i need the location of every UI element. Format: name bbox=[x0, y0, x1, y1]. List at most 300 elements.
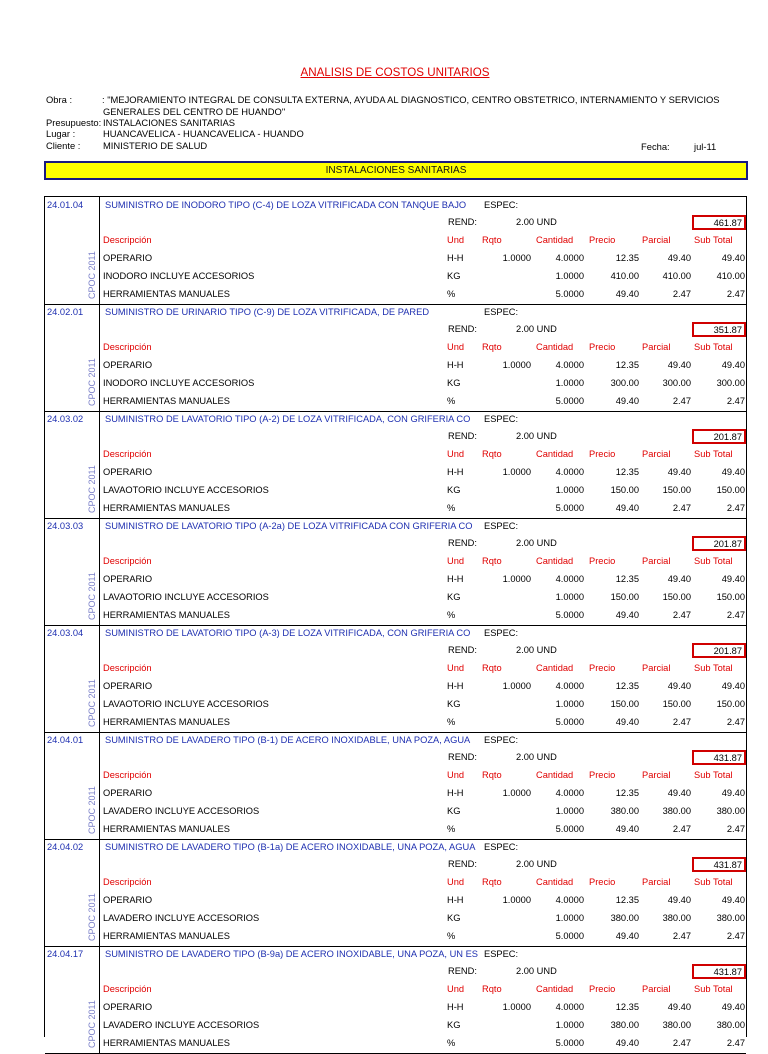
col-descripcion: Descripción bbox=[103, 235, 152, 245]
row-cantidad: 5.0000 bbox=[555, 289, 584, 299]
item-title-row bbox=[45, 518, 746, 536]
row-parcial: 2.47 bbox=[672, 503, 691, 513]
row-precio: 150.00 bbox=[610, 485, 639, 495]
item-title: SUMINISTRO DE LAVATORIO TIPO (A-2) DE LOZA VITRIFICADA, CON GRIFERIA CO bbox=[105, 414, 471, 424]
detail-row bbox=[45, 571, 746, 589]
item-title-row bbox=[45, 411, 746, 429]
cpoc-vertical-label: CPOC 2011 bbox=[87, 1000, 97, 1048]
rend-value: 2.00 UND bbox=[516, 966, 557, 976]
row-cantidad: 5.0000 bbox=[555, 824, 584, 834]
row-precio: 12.35 bbox=[615, 253, 639, 263]
col-parcial: Parcial bbox=[642, 342, 671, 352]
row-parcial: 150.00 bbox=[662, 485, 691, 495]
col-descripcion: Descripción bbox=[103, 449, 152, 459]
item-code: 24.04.17 bbox=[47, 949, 84, 959]
detail-row bbox=[45, 589, 746, 607]
row-precio: 12.35 bbox=[615, 681, 639, 691]
item-title: SUMINISTRO DE LAVATORIO TIPO (A-3) DE LOZA VITRIFICADA, CON GRIFERIA CO bbox=[105, 628, 471, 638]
col-subtotal: Sub Total bbox=[694, 556, 733, 566]
row-precio: 49.40 bbox=[615, 610, 639, 620]
row-parcial: 49.40 bbox=[667, 681, 691, 691]
detail-row bbox=[45, 250, 746, 268]
row-und: KG bbox=[447, 378, 461, 388]
row-precio: 410.00 bbox=[610, 271, 639, 281]
row-subtotal: 150.00 bbox=[716, 699, 745, 709]
row-parcial: 49.40 bbox=[667, 895, 691, 905]
row-subtotal: 380.00 bbox=[716, 806, 745, 816]
row-rqto: 1.0000 bbox=[502, 895, 531, 905]
row-parcial: 380.00 bbox=[662, 806, 691, 816]
col-cantidad: Cantidad bbox=[536, 235, 574, 245]
column-header-row bbox=[45, 874, 746, 892]
column-header-row bbox=[45, 339, 746, 357]
row-und: KG bbox=[447, 271, 461, 281]
detail-row bbox=[45, 286, 746, 304]
row-precio: 49.40 bbox=[615, 503, 639, 513]
row-parcial: 150.00 bbox=[662, 592, 691, 602]
row-subtotal: 2.47 bbox=[726, 289, 745, 299]
col-und: Und bbox=[447, 984, 465, 994]
row-parcial: 49.40 bbox=[667, 467, 691, 477]
cpoc-vertical-label: CPOC 2011 bbox=[87, 786, 97, 834]
row-precio: 49.40 bbox=[615, 1038, 639, 1048]
detail-row bbox=[45, 714, 746, 732]
item-title: SUMINISTRO DE URINARIO TIPO (C-9) DE LOZA VITRIFICADA, DE PARED bbox=[105, 307, 430, 317]
row-rqto: 1.0000 bbox=[502, 467, 531, 477]
row-precio: 12.35 bbox=[615, 788, 639, 798]
col-und: Und bbox=[447, 877, 465, 887]
item-code: 24.04.02 bbox=[47, 842, 84, 852]
row-cantidad: 4.0000 bbox=[555, 574, 584, 584]
row-und: H-H bbox=[447, 253, 464, 263]
detail-row bbox=[45, 928, 746, 946]
item-total: 431.87 bbox=[692, 750, 746, 765]
col-precio: Precio bbox=[589, 556, 616, 566]
rend-row bbox=[45, 642, 746, 660]
col-cantidad: Cantidad bbox=[536, 556, 574, 566]
row-precio: 12.35 bbox=[615, 360, 639, 370]
row-precio: 49.40 bbox=[615, 931, 639, 941]
row-cantidad: 5.0000 bbox=[555, 503, 584, 513]
analysis-item bbox=[45, 197, 746, 305]
detail-row bbox=[45, 357, 746, 375]
item-total: 201.87 bbox=[692, 536, 746, 551]
row-cantidad: 1.0000 bbox=[555, 913, 584, 923]
col-precio: Precio bbox=[589, 984, 616, 994]
analysis-item bbox=[45, 732, 746, 840]
item-code: 24.01.04 bbox=[47, 200, 84, 210]
row-parcial: 49.40 bbox=[667, 360, 691, 370]
rend-row bbox=[45, 535, 746, 553]
row-cantidad: 5.0000 bbox=[555, 717, 584, 727]
col-rqto: Rqto bbox=[482, 342, 502, 352]
fecha-value: jul-11 bbox=[694, 141, 717, 152]
row-subtotal: 380.00 bbox=[716, 913, 745, 923]
row-subtotal: 49.40 bbox=[721, 467, 745, 477]
rend-value: 2.00 UND bbox=[516, 217, 557, 227]
row-parcial: 2.47 bbox=[672, 610, 691, 620]
row-und: % bbox=[447, 717, 456, 727]
row-parcial: 49.40 bbox=[667, 1002, 691, 1012]
row-subtotal: 380.00 bbox=[716, 1020, 745, 1030]
row-descripcion: HERRAMIENTAS MANUALES bbox=[103, 396, 230, 406]
detail-row bbox=[45, 268, 746, 286]
row-descripcion: OPERARIO bbox=[103, 1002, 153, 1012]
item-title-row bbox=[45, 625, 746, 643]
rend-row bbox=[45, 428, 746, 446]
rend-value: 2.00 UND bbox=[516, 538, 557, 548]
rend-label: REND: bbox=[448, 431, 477, 441]
row-subtotal: 49.40 bbox=[721, 895, 745, 905]
row-descripcion: INODORO INCLUYE ACCESORIOS bbox=[103, 378, 255, 388]
section-banner: INSTALACIONES SANITARIAS bbox=[44, 161, 748, 180]
row-subtotal: 49.40 bbox=[721, 360, 745, 370]
row-precio: 380.00 bbox=[610, 1020, 639, 1030]
detail-row bbox=[45, 393, 746, 411]
analysis-item bbox=[45, 625, 746, 733]
col-parcial: Parcial bbox=[642, 235, 671, 245]
col-parcial: Parcial bbox=[642, 556, 671, 566]
detail-row bbox=[45, 607, 746, 625]
row-cantidad: 4.0000 bbox=[555, 467, 584, 477]
rend-row bbox=[45, 856, 746, 874]
row-parcial: 2.47 bbox=[672, 931, 691, 941]
row-subtotal: 2.47 bbox=[726, 717, 745, 727]
rend-row bbox=[45, 749, 746, 767]
row-parcial: 2.47 bbox=[672, 289, 691, 299]
col-descripcion: Descripción bbox=[103, 663, 152, 673]
row-parcial: 2.47 bbox=[672, 717, 691, 727]
col-parcial: Parcial bbox=[642, 984, 671, 994]
row-cantidad: 4.0000 bbox=[555, 681, 584, 691]
rend-value: 2.00 UND bbox=[516, 752, 557, 762]
col-subtotal: Sub Total bbox=[694, 342, 733, 352]
row-rqto: 1.0000 bbox=[502, 574, 531, 584]
col-rqto: Rqto bbox=[482, 877, 502, 887]
row-subtotal: 300.00 bbox=[716, 378, 745, 388]
col-und: Und bbox=[447, 235, 465, 245]
col-precio: Precio bbox=[589, 877, 616, 887]
row-cantidad: 1.0000 bbox=[555, 378, 584, 388]
item-total: 201.87 bbox=[692, 429, 746, 444]
detail-row bbox=[45, 821, 746, 839]
row-descripcion: OPERARIO bbox=[103, 360, 153, 370]
row-descripcion: OPERARIO bbox=[103, 681, 153, 691]
row-rqto: 1.0000 bbox=[502, 1002, 531, 1012]
row-descripcion: LAVAOTORIO INCLUYE ACCESORIOS bbox=[103, 699, 269, 709]
detail-row bbox=[45, 375, 746, 393]
row-subtotal: 2.47 bbox=[726, 824, 745, 834]
analysis-item bbox=[45, 518, 746, 626]
cost-analysis-table bbox=[44, 196, 747, 1048]
item-title-row bbox=[45, 839, 746, 857]
item-code: 24.04.01 bbox=[47, 735, 84, 745]
row-parcial: 380.00 bbox=[662, 913, 691, 923]
row-parcial: 2.47 bbox=[672, 396, 691, 406]
analysis-item bbox=[45, 411, 746, 519]
row-descripcion: LAVAOTORIO INCLUYE ACCESORIOS bbox=[103, 592, 269, 602]
analysis-item bbox=[45, 304, 746, 412]
row-precio: 49.40 bbox=[615, 717, 639, 727]
item-title-row bbox=[45, 732, 746, 750]
lugar-label: Lugar : bbox=[46, 128, 76, 139]
row-parcial: 49.40 bbox=[667, 253, 691, 263]
row-precio: 150.00 bbox=[610, 592, 639, 602]
row-und: % bbox=[447, 503, 456, 513]
row-parcial: 49.40 bbox=[667, 788, 691, 798]
row-cantidad: 4.0000 bbox=[555, 1002, 584, 1012]
row-cantidad: 4.0000 bbox=[555, 895, 584, 905]
row-und: % bbox=[447, 396, 456, 406]
item-title: SUMINISTRO DE LAVATORIO TIPO (A-2a) DE LOZA VITRIFICADA CON GRIFERIA CO bbox=[105, 521, 473, 531]
espec-label: ESPEC: bbox=[484, 628, 519, 638]
row-cantidad: 4.0000 bbox=[555, 253, 584, 263]
column-header-row bbox=[45, 232, 746, 250]
col-rqto: Rqto bbox=[482, 984, 502, 994]
row-cantidad: 4.0000 bbox=[555, 360, 584, 370]
row-descripcion: INODORO INCLUYE ACCESORIOS bbox=[103, 271, 255, 281]
row-descripcion: HERRAMIENTAS MANUALES bbox=[103, 610, 230, 620]
col-descripcion: Descripción bbox=[103, 342, 152, 352]
rend-label: REND: bbox=[448, 645, 477, 655]
col-parcial: Parcial bbox=[642, 449, 671, 459]
row-rqto: 1.0000 bbox=[502, 681, 531, 691]
row-cantidad: 5.0000 bbox=[555, 931, 584, 941]
rend-value: 2.00 UND bbox=[516, 859, 557, 869]
row-precio: 12.35 bbox=[615, 1002, 639, 1012]
row-descripcion: OPERARIO bbox=[103, 788, 153, 798]
row-und: H-H bbox=[447, 895, 464, 905]
col-cantidad: Cantidad bbox=[536, 770, 574, 780]
espec-label: ESPEC: bbox=[484, 735, 519, 745]
col-parcial: Parcial bbox=[642, 770, 671, 780]
obra-label: Obra : bbox=[46, 94, 73, 105]
row-und: H-H bbox=[447, 574, 464, 584]
col-rqto: Rqto bbox=[482, 556, 502, 566]
row-subtotal: 49.40 bbox=[721, 681, 745, 691]
detail-row bbox=[45, 910, 746, 928]
row-und: % bbox=[447, 824, 456, 834]
rend-row bbox=[45, 214, 746, 232]
espec-label: ESPEC: bbox=[484, 200, 519, 210]
col-subtotal: Sub Total bbox=[694, 877, 733, 887]
analysis-item bbox=[45, 946, 746, 1054]
detail-row bbox=[45, 696, 746, 714]
cpoc-vertical-label: CPOC 2011 bbox=[87, 893, 97, 941]
rend-value: 2.00 UND bbox=[516, 645, 557, 655]
espec-label: ESPEC: bbox=[484, 521, 519, 531]
row-precio: 380.00 bbox=[610, 913, 639, 923]
row-und: KG bbox=[447, 806, 461, 816]
row-und: H-H bbox=[447, 1002, 464, 1012]
presupuesto-value: INSTALACIONES SANITARIAS bbox=[103, 117, 235, 128]
row-und: KG bbox=[447, 699, 461, 709]
row-und: KG bbox=[447, 485, 461, 495]
col-und: Und bbox=[447, 663, 465, 673]
col-precio: Precio bbox=[589, 235, 616, 245]
row-subtotal: 150.00 bbox=[716, 485, 745, 495]
row-precio: 12.35 bbox=[615, 467, 639, 477]
row-und: H-H bbox=[447, 788, 464, 798]
row-precio: 12.35 bbox=[615, 574, 639, 584]
row-parcial: 300.00 bbox=[662, 378, 691, 388]
row-rqto: 1.0000 bbox=[502, 788, 531, 798]
col-subtotal: Sub Total bbox=[694, 770, 733, 780]
row-parcial: 410.00 bbox=[662, 271, 691, 281]
rend-value: 2.00 UND bbox=[516, 431, 557, 441]
col-rqto: Rqto bbox=[482, 235, 502, 245]
row-und: H-H bbox=[447, 360, 464, 370]
row-rqto: 1.0000 bbox=[502, 360, 531, 370]
row-descripcion: OPERARIO bbox=[103, 574, 153, 584]
col-descripcion: Descripción bbox=[103, 984, 152, 994]
row-subtotal: 2.47 bbox=[726, 1038, 745, 1048]
col-precio: Precio bbox=[589, 663, 616, 673]
col-cantidad: Cantidad bbox=[536, 663, 574, 673]
fecha-label: Fecha: bbox=[641, 141, 670, 152]
detail-row bbox=[45, 500, 746, 518]
row-und: % bbox=[447, 289, 456, 299]
col-und: Und bbox=[447, 556, 465, 566]
row-descripcion: LAVAOTORIO INCLUYE ACCESORIOS bbox=[103, 485, 269, 495]
rend-value: 2.00 UND bbox=[516, 324, 557, 334]
row-descripcion: HERRAMIENTAS MANUALES bbox=[103, 503, 230, 513]
col-rqto: Rqto bbox=[482, 449, 502, 459]
col-und: Und bbox=[447, 449, 465, 459]
col-precio: Precio bbox=[589, 342, 616, 352]
detail-row bbox=[45, 464, 746, 482]
rend-label: REND: bbox=[448, 859, 477, 869]
row-descripcion: LAVADERO INCLUYE ACCESORIOS bbox=[103, 806, 260, 816]
row-descripcion: LAVADERO INCLUYE ACCESORIOS bbox=[103, 913, 260, 923]
row-und: KG bbox=[447, 592, 461, 602]
row-cantidad: 1.0000 bbox=[555, 699, 584, 709]
col-cantidad: Cantidad bbox=[536, 449, 574, 459]
col-descripcion: Descripción bbox=[103, 877, 152, 887]
row-descripcion: OPERARIO bbox=[103, 253, 153, 263]
row-descripcion: LAVADERO INCLUYE ACCESORIOS bbox=[103, 1020, 260, 1030]
row-und: % bbox=[447, 610, 456, 620]
row-cantidad: 1.0000 bbox=[555, 271, 584, 281]
row-subtotal: 49.40 bbox=[721, 1002, 745, 1012]
item-code: 24.03.03 bbox=[47, 521, 84, 531]
row-subtotal: 150.00 bbox=[716, 592, 745, 602]
row-descripcion: OPERARIO bbox=[103, 467, 153, 477]
item-total: 461.87 bbox=[692, 215, 746, 230]
col-cantidad: Cantidad bbox=[536, 984, 574, 994]
rend-row bbox=[45, 963, 746, 981]
rend-label: REND: bbox=[448, 966, 477, 976]
item-title-row bbox=[45, 946, 746, 964]
row-cantidad: 1.0000 bbox=[555, 806, 584, 816]
cliente-value: MINISTERIO DE SALUD bbox=[103, 140, 208, 151]
row-cantidad: 5.0000 bbox=[555, 1038, 584, 1048]
obra-value-line2: GENERALES DEL CENTRO DE HUANDO" bbox=[103, 106, 286, 117]
item-total: 431.87 bbox=[692, 964, 746, 979]
col-parcial: Parcial bbox=[642, 663, 671, 673]
row-cantidad: 1.0000 bbox=[555, 1020, 584, 1030]
row-parcial: 49.40 bbox=[667, 574, 691, 584]
detail-row bbox=[45, 892, 746, 910]
col-subtotal: Sub Total bbox=[694, 984, 733, 994]
rend-label: REND: bbox=[448, 752, 477, 762]
cpoc-vertical-label: CPOC 2011 bbox=[87, 251, 97, 299]
col-subtotal: Sub Total bbox=[694, 663, 733, 673]
item-title: SUMINISTRO DE LAVADERO TIPO (B-9a) DE ACERO INOXIDABLE, UNA POZA, UN ES bbox=[105, 949, 478, 959]
row-subtotal: 49.40 bbox=[721, 574, 745, 584]
row-rqto: 1.0000 bbox=[502, 253, 531, 263]
col-precio: Precio bbox=[589, 449, 616, 459]
rend-label: REND: bbox=[448, 217, 477, 227]
presupuesto-label: Presupuesto: bbox=[46, 117, 102, 128]
item-title: SUMINISTRO DE LAVADERO TIPO (B-1a) DE ACERO INOXIDABLE, UNA POZA, AGUA bbox=[105, 842, 476, 852]
row-und: % bbox=[447, 931, 456, 941]
lugar-value: HUANCAVELICA - HUANCAVELICA - HUANDO bbox=[103, 128, 304, 139]
cpoc-vertical-label: CPOC 2011 bbox=[87, 572, 97, 620]
col-und: Und bbox=[447, 770, 465, 780]
row-precio: 300.00 bbox=[610, 378, 639, 388]
col-cantidad: Cantidad bbox=[536, 342, 574, 352]
detail-row bbox=[45, 1017, 746, 1035]
col-parcial: Parcial bbox=[642, 877, 671, 887]
row-descripcion: HERRAMIENTAS MANUALES bbox=[103, 717, 230, 727]
row-precio: 49.40 bbox=[615, 289, 639, 299]
row-und: H-H bbox=[447, 681, 464, 691]
cliente-label: Cliente : bbox=[46, 140, 81, 151]
detail-row bbox=[45, 999, 746, 1017]
row-subtotal: 2.47 bbox=[726, 610, 745, 620]
row-cantidad: 5.0000 bbox=[555, 396, 584, 406]
espec-label: ESPEC: bbox=[484, 949, 519, 959]
column-header-row bbox=[45, 446, 746, 464]
row-cantidad: 1.0000 bbox=[555, 592, 584, 602]
row-und: H-H bbox=[447, 467, 464, 477]
row-und: KG bbox=[447, 1020, 461, 1030]
row-cantidad: 1.0000 bbox=[555, 485, 584, 495]
col-und: Und bbox=[447, 342, 465, 352]
row-precio: 12.35 bbox=[615, 895, 639, 905]
row-precio: 49.40 bbox=[615, 396, 639, 406]
row-descripcion: HERRAMIENTAS MANUALES bbox=[103, 289, 230, 299]
item-title: SUMINISTRO DE INODORO TIPO (C-4) DE LOZA VITRIFICADA CON TANQUE BAJO bbox=[105, 200, 467, 210]
column-header-row bbox=[45, 660, 746, 678]
row-descripcion: OPERARIO bbox=[103, 895, 153, 905]
detail-row bbox=[45, 482, 746, 500]
row-und: % bbox=[447, 1038, 456, 1048]
analysis-item bbox=[45, 839, 746, 947]
item-total: 431.87 bbox=[692, 857, 746, 872]
item-code: 24.03.04 bbox=[47, 628, 84, 638]
row-parcial: 380.00 bbox=[662, 1020, 691, 1030]
detail-row bbox=[45, 678, 746, 696]
row-subtotal: 2.47 bbox=[726, 503, 745, 513]
espec-label: ESPEC: bbox=[484, 307, 519, 317]
col-rqto: Rqto bbox=[482, 663, 502, 673]
row-parcial: 2.47 bbox=[672, 1038, 691, 1048]
item-title: SUMINISTRO DE LAVADERO TIPO (B-1) DE ACERO INOXIDABLE, UNA POZA, AGUA bbox=[105, 735, 471, 745]
row-cantidad: 5.0000 bbox=[555, 610, 584, 620]
col-descripcion: Descripción bbox=[103, 556, 152, 566]
row-precio: 150.00 bbox=[610, 699, 639, 709]
column-header-row bbox=[45, 981, 746, 999]
detail-row bbox=[45, 803, 746, 821]
item-code: 24.03.02 bbox=[47, 414, 84, 424]
item-code: 24.02.01 bbox=[47, 307, 84, 317]
rend-label: REND: bbox=[448, 538, 477, 548]
column-header-row bbox=[45, 553, 746, 571]
col-rqto: Rqto bbox=[482, 770, 502, 780]
rend-row bbox=[45, 321, 746, 339]
